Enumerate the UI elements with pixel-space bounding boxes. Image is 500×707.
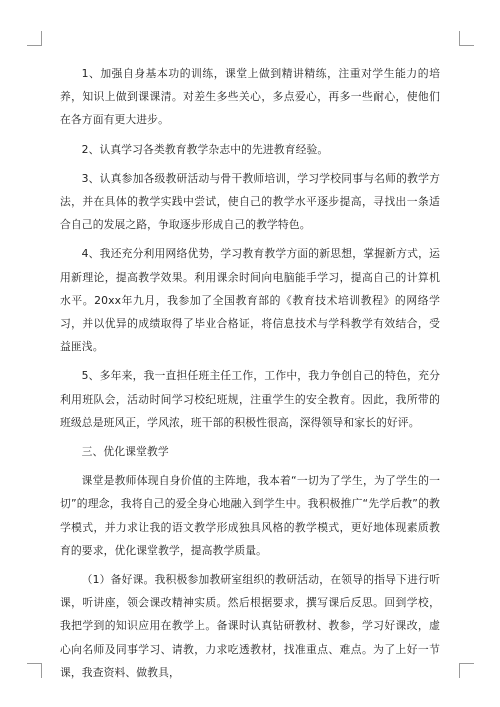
paragraph-2: 2、认真学习各类教育教学杂志中的先进教育经验。: [81, 142, 329, 156]
crop-mark-top-left: [27, 31, 42, 46]
paragraph-4: 4、我还充分利用网络优势，学习教育教学方面的新思想，掌握新方式，运用新理论，提高教学效果。利用课余时间向电脑能手学习，提高自己的计算机水平。20xx年九月，我参加了全国教育部的《教育技术培训教程》的网络学习，并以优异的成绩取得了毕业合格证，将信息技术与学科教学有效结合，受益匪浅。: [60, 247, 440, 354]
paragraph-1: 1、加强自身基本功的训练，课堂上做到精讲精练，注重对学生能力的培养，知识上做到课课清。对差生多些关心，多点爱心，再多一些耐心，使他们在各方面有更大进步。: [60, 67, 440, 127]
paragraph-classroom: 课堂是教师体现自身价值的主阵地，我本着“一切为了学生，为了学生的一切”的理念，我将自己的爱全身心地融入到学生中。我积极推广“先学后教”的教学模式，并力求让我的语文教学形成独具风格的教学模式，更好地体现素质教育的要求，优化课堂教学，提高教学质量。: [60, 474, 440, 557]
paragraph-lesson-prep: （1）备好课。我积极参加教研室组织的教研活动，在领导的指导下进行听课，听讲座，领会课改精神实质。然后根据要求，撰写课后反思。回到学校，我把学到的知识应用在教学上。备课时认真钻研教材、教参，学习好课改，虚心向名师及同事学习、请教，力求吃透教材，找准重点、难点。为了上好一节课，我查资料、做教具，: [60, 573, 440, 679]
section-heading: 三、优化课堂教学: [81, 445, 169, 459]
crop-mark-top-right: [459, 31, 474, 46]
paragraph-5: 5、多年来，我一直担任班主任工作，工作中，我力争创自己的特色，充分利用班队会，活动时间学习校纪班规，注重学生的安全教育。因此，我所带的班级总是班风正，学风浓，班干部的积极性很高，深得领导和家长的好评。: [60, 369, 440, 429]
document-body: [60, 62, 440, 690]
crop-mark-bottom-left: [27, 663, 42, 678]
paragraph-3: 3、认真参加各级教研活动与骨干教师培训，学习学校同事与名师的教学方法，并在具体的教学实践中尝试，使自己的教学水平逐步提高，寻找出一条适合自己的发展之路，争取逐步形成自己的教学特色。: [60, 171, 440, 232]
crop-mark-bottom-right: [459, 663, 474, 678]
